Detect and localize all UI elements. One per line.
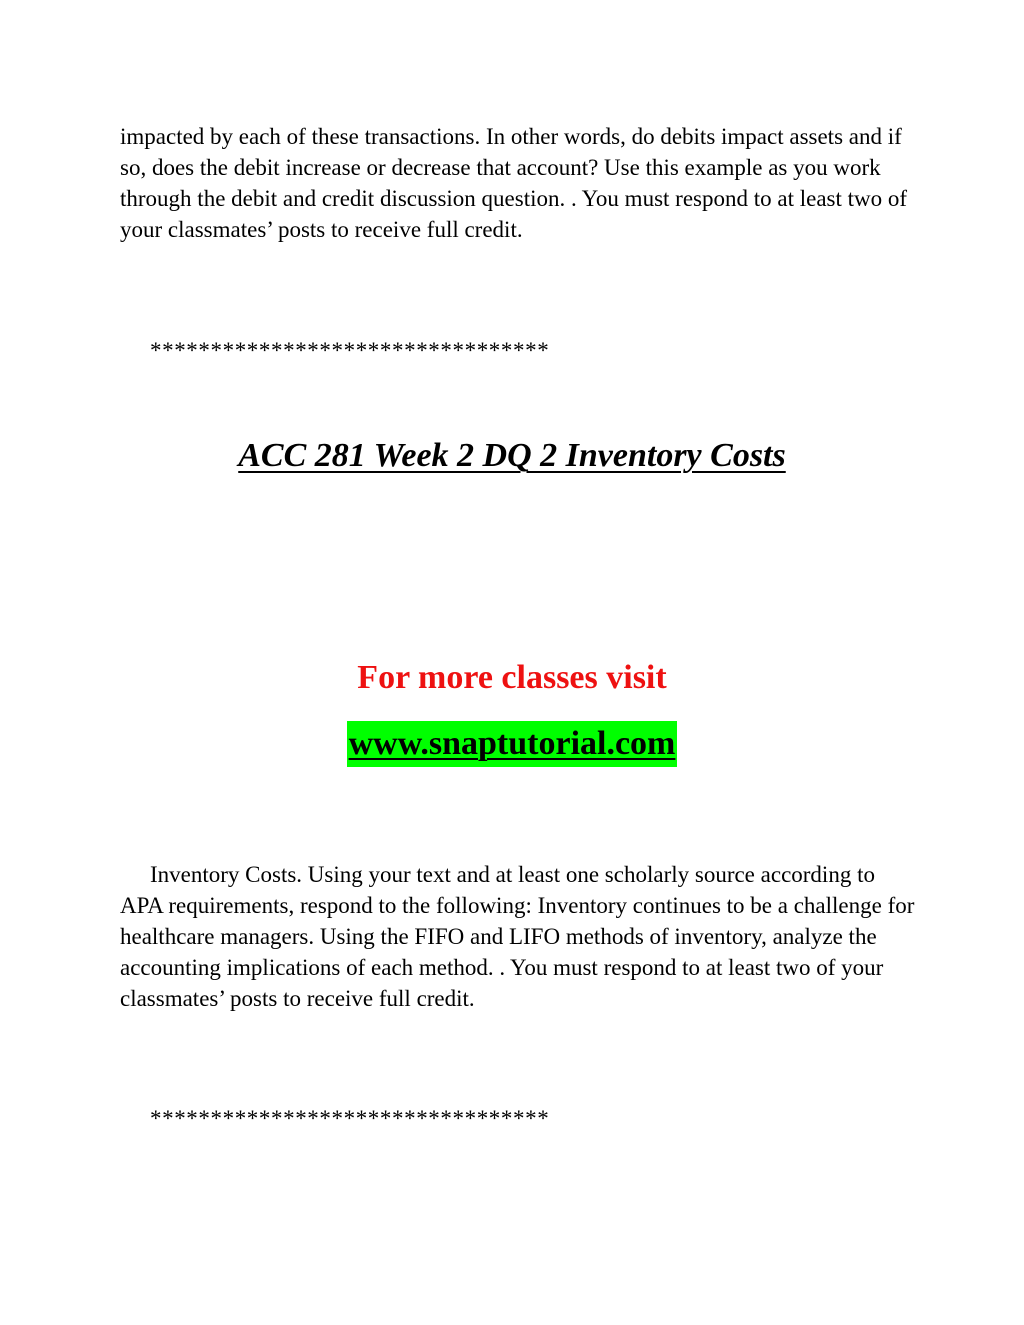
snaptutorial-link[interactable]: www.snaptutorial.com bbox=[347, 721, 678, 767]
promo-link-container bbox=[0, 721, 1024, 767]
body-paragraph bbox=[120, 859, 920, 1014]
separator-top: ********************************* bbox=[150, 338, 550, 363]
intro-paragraph: impacted by each of these transactions. In other words, do debits impact assets and if so, does the debit increase or decrease that account? Use this example as you work through the debit and credit discussion question. . You must respond to at least two of your classmates’ posts to receive full credit. bbox=[120, 124, 908, 242]
separator-bottom: ********************************* bbox=[150, 1106, 550, 1131]
promo-text: For more classes visit bbox=[357, 659, 667, 696]
body-paragraph-text: Inventory Costs. Using your text and at least one scholarly source according to APA requirements, respond to the following: Inventory continues to be a challenge for healthcare managers. Using the FIFO and LIFO methods of inventory, analyze the accounting implications of each method. . You must respond to at least two of your classmates’ posts to receive full credit. bbox=[120, 862, 915, 1011]
section-heading: ACC 281 Week 2 DQ 2 Inventory Costs bbox=[238, 437, 786, 474]
